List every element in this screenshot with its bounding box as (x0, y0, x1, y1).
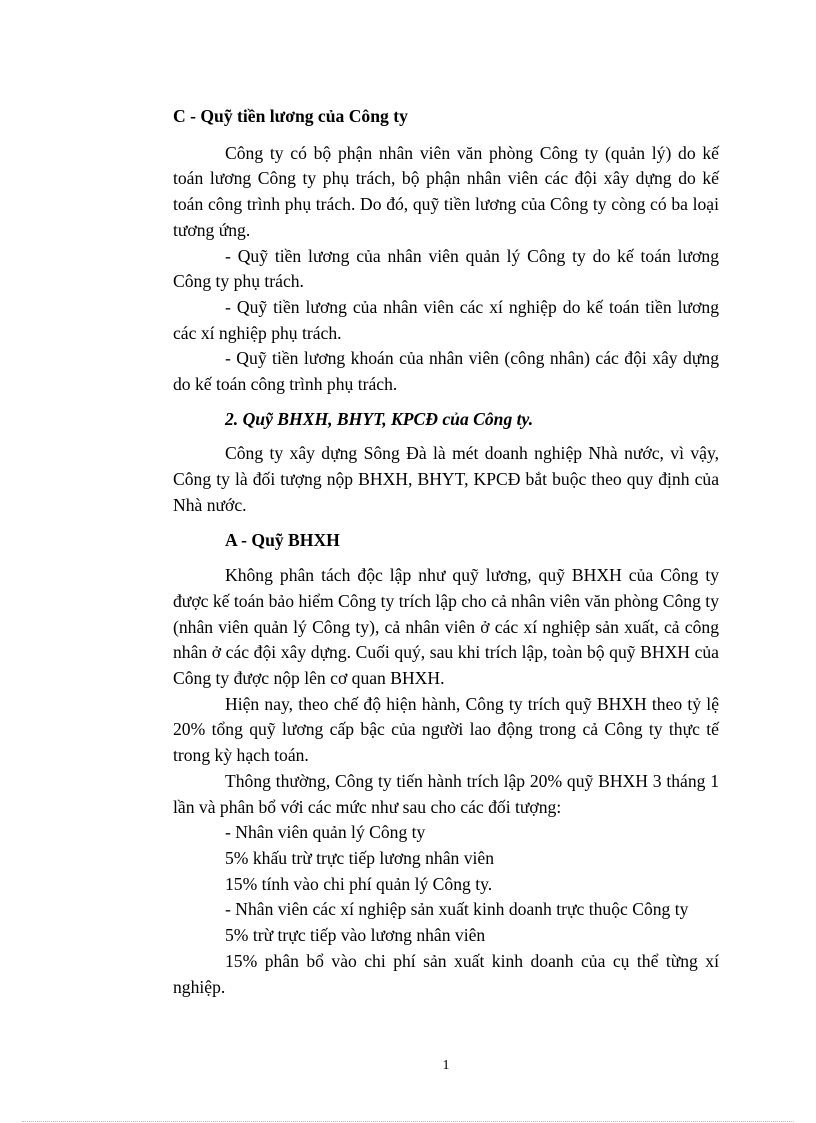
bullet-management-salary-fund: - Quỹ tiền lương của nhân viên quản lý Công ty do kế toán lương Công ty phụ trách. (173, 245, 719, 292)
line-deduct-salary-5-percent: 5% trừ trực tiếp vào lương nhân viên (225, 925, 486, 946)
paragraph-insurance-obligation: Công ty xây dựng Sông Đà là mét doanh nghiệp Nhà nước, vì vậy, Công ty là đối tượng nộp BHXH, BHYT, KPCĐ bắt buộc theo quy định của Nhà nước. (173, 443, 719, 515)
line-expense-15-percent: 15% tính vào chi phí quản lý Công ty. (225, 873, 493, 894)
bullet-enterprise-salary-fund: - Quỹ tiền lương của nhân viên các xí nghiệp do kế toán tiền lương các xí nghiệp phụ trách. (173, 296, 719, 343)
page-number: 1 (442, 1058, 450, 1073)
line-management-staff: - Nhân viên quản lý Công ty (225, 822, 426, 843)
section-heading-a: A - Quỹ BHXH (225, 529, 340, 550)
page-bottom-divider (22, 1121, 794, 1122)
paragraph-bhxh-rate: Hiện nay, theo chế độ hiện hành, Công ty trích quỹ BHXH theo tỷ lệ 20% tổng quỹ lương cấp bậc của người lao động trong cả Công ty thực tế trong kỳ hạch toán. (173, 693, 719, 766)
paragraph-allocate-15-percent: 15% phân bổ vào chi phí sản xuất kinh doanh của cụ thể từng xí nghiệp. (173, 950, 719, 997)
paragraph-salary-fund-intro: Công ty có bộ phận nhân viên văn phòng Công ty (quản lý) do kế toán lương Công ty phụ trách, bộ phận nhân viên các đội xây dựng do kế toán công trình phụ trách. Do đó, quỹ tiền lương của Công ty còng có ba loại tương ứng. (173, 142, 719, 240)
section-heading-2: 2. Quỹ BHXH, BHYT, KPCĐ của Công ty. (225, 408, 534, 429)
bullet-contract-salary-fund: - Quỹ tiền lương khoán của nhân viên (công nhân) các đội xây dựng do kế toán công trình phụ trách. (173, 348, 719, 395)
document-body (173, 104, 719, 1000)
paragraph-bhxh-fund: Không phân tách độc lập như quỹ lương, quỹ BHXH của Công ty được kế toán bảo hiểm Công ty trích lập cho cả nhân viên văn phòng Công ty (nhân viên quản lý Công ty), cả nhân viên ở các xí nghiệp sản xuất, cả công nhân ở các đội xây dựng. Cuối quý, sau khi trích lập, toàn bộ quỹ BHXH của Công ty được nộp lên cơ quan BHXH. (173, 565, 719, 689)
line-deduct-5-percent: 5% khấu trừ trực tiếp lương nhân viên (225, 847, 495, 868)
line-enterprise-staff: - Nhân viên các xí nghiệp sản xuất kinh doanh trực thuộc Công ty (225, 899, 689, 920)
paragraph-bhxh-allocation: Thông thường, Công ty tiến hành trích lập 20% quỹ BHXH 3 tháng 1 lần và phân bổ với các mức như sau cho các đối tượng: (173, 770, 719, 817)
section-heading-c: C - Quỹ tiền lương của Công ty (173, 106, 408, 126)
